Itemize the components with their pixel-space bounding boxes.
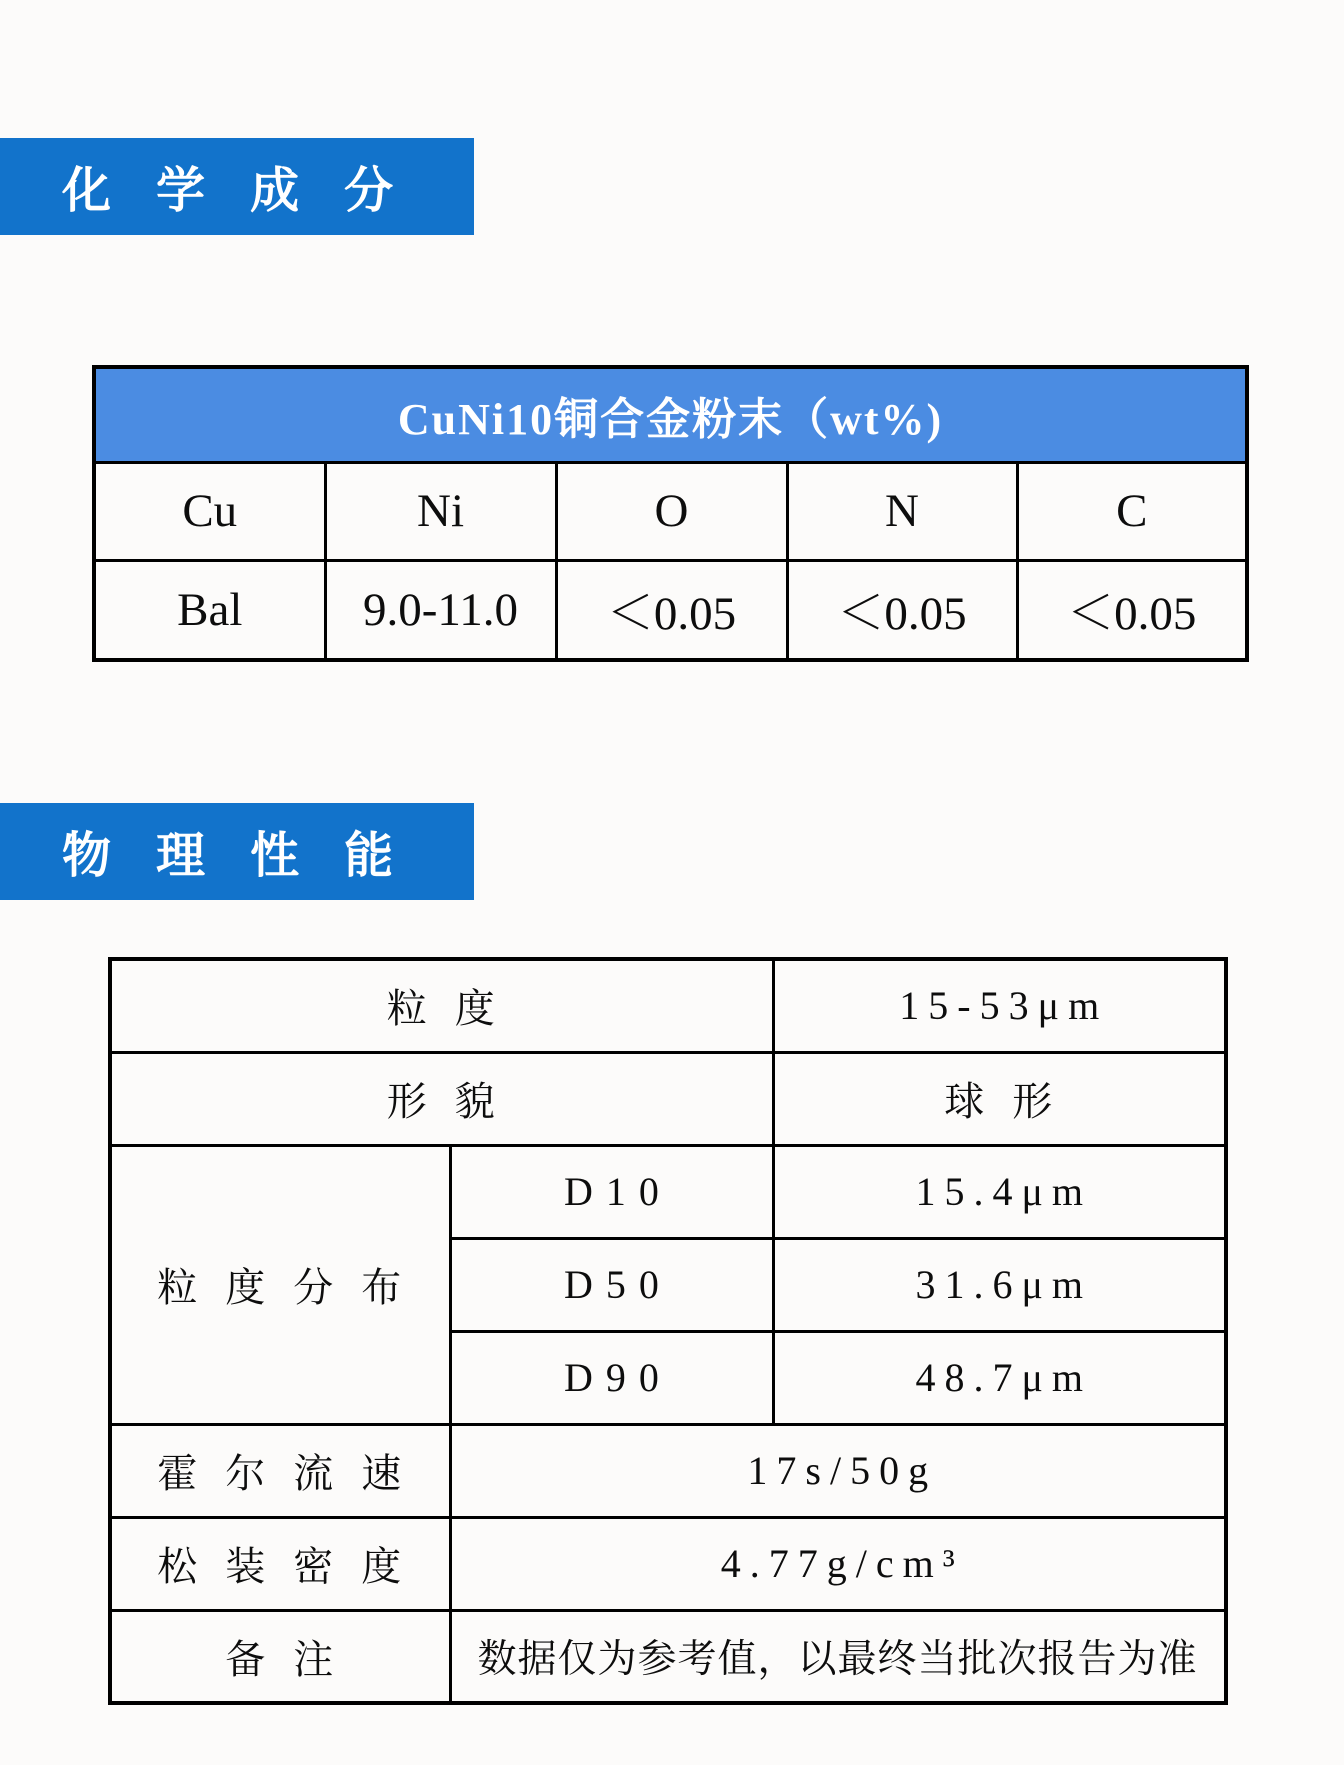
d50-value: 31.6μm: [773, 1238, 1226, 1331]
d90-value: 48.7μm: [773, 1331, 1226, 1424]
row-hall-flow: [110, 1424, 1226, 1517]
apparent-density-value: 4.77g/cm³: [450, 1517, 1226, 1610]
physical-properties-table: [108, 957, 1228, 1705]
chem-table-header-row: [94, 462, 1247, 560]
chem-col-c: C: [1017, 462, 1247, 560]
d50-label: D50: [450, 1238, 773, 1331]
d10-value: 15.4μm: [773, 1145, 1226, 1238]
row-apparent-density: [110, 1517, 1226, 1610]
row-note: [110, 1610, 1226, 1703]
particle-size-value: 15-53μm: [773, 959, 1226, 1052]
d10-label: D10: [450, 1145, 773, 1238]
section-banner-physical-properties: 物 理 性 能: [0, 803, 474, 900]
chem-table-value-row: [94, 560, 1247, 660]
section-banner-chemical-composition: 化 学 成 分: [0, 138, 474, 235]
chem-table-title: CuNi10铜合金粉末（wt%): [94, 367, 1247, 462]
chem-col-ni: Ni: [325, 462, 556, 560]
d90-label: D90: [450, 1331, 773, 1424]
chem-value-n: ＜0.05: [787, 560, 1017, 660]
apparent-density-label: 松 装 密 度: [110, 1517, 450, 1610]
chem-col-cu: Cu: [94, 462, 325, 560]
chem-col-n: N: [787, 462, 1017, 560]
chem-value-cu: Bal: [94, 560, 325, 660]
hall-flow-label: 霍 尔 流 速: [110, 1424, 450, 1517]
hall-flow-value: 17s/50g: [450, 1424, 1226, 1517]
chemical-composition-table: [92, 365, 1249, 662]
chem-col-o: O: [556, 462, 787, 560]
chem-value-ni: 9.0-11.0: [325, 560, 556, 660]
chem-value-o: ＜0.05: [556, 560, 787, 660]
morphology-value: 球 形: [773, 1052, 1226, 1145]
particle-size-label: 粒 度: [110, 959, 773, 1052]
chem-table-title-row: [94, 367, 1247, 462]
row-particle-size: [110, 959, 1226, 1052]
row-psd-d10: [110, 1145, 1226, 1238]
chem-value-c: ＜0.05: [1017, 560, 1247, 660]
note-label: 备 注: [110, 1610, 450, 1703]
morphology-label: 形 貌: [110, 1052, 773, 1145]
note-value: 数据仅为参考值，以最终当批次报告为准: [450, 1610, 1226, 1703]
particle-size-distribution-label: 粒 度 分 布: [110, 1145, 450, 1424]
row-morphology: [110, 1052, 1226, 1145]
